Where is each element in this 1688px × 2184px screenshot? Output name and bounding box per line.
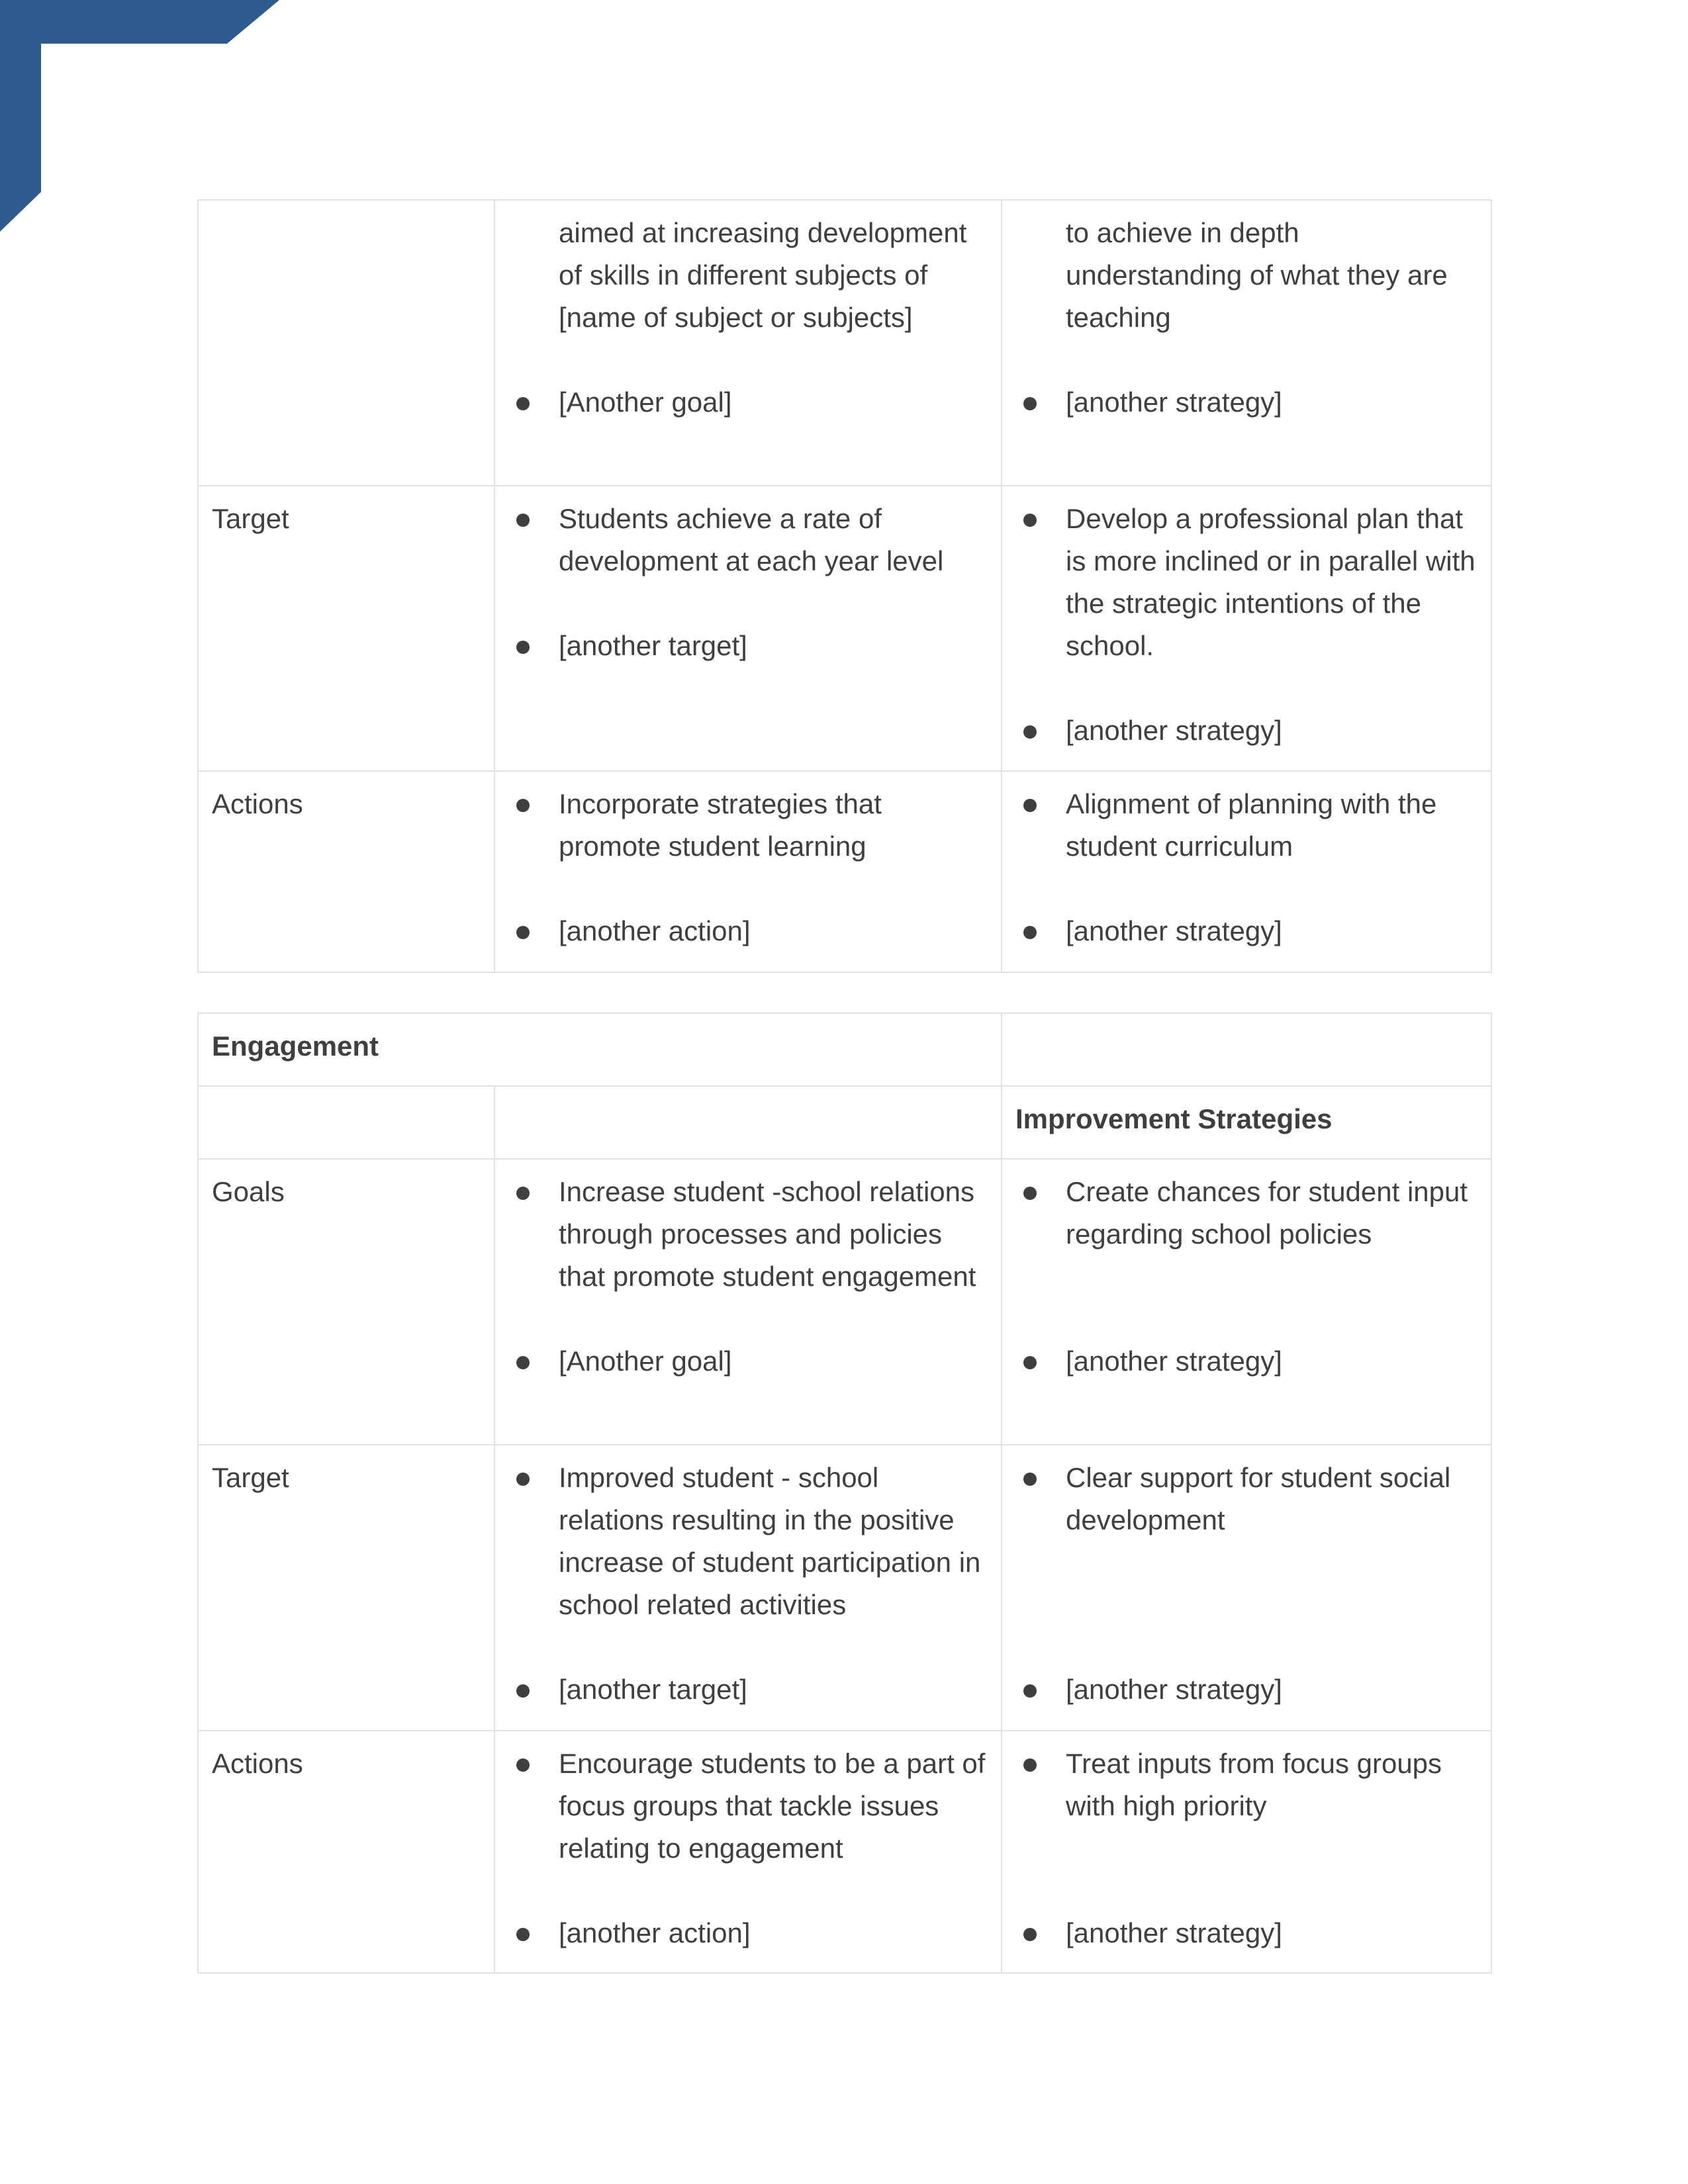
bullet-icon xyxy=(516,799,530,812)
bullet-icon xyxy=(516,1928,530,1941)
corner-decoration xyxy=(0,0,285,232)
bullet-icon xyxy=(516,1356,530,1369)
list-item: [another strategy] xyxy=(1015,1668,1477,1711)
list-item: Students achieve a rate of development at each year level xyxy=(508,498,988,582)
list-item: Treat inputs from focus groups with high priority xyxy=(1015,1743,1477,1827)
bullet-icon xyxy=(1023,799,1037,812)
table-row xyxy=(198,771,1491,972)
list-item: [another strategy] xyxy=(1015,1340,1477,1383)
learning-table-continued xyxy=(197,199,1492,973)
bullet-icon xyxy=(516,1187,530,1200)
table-row xyxy=(198,1731,1491,1973)
strategies-header: Improvement Strategies xyxy=(1015,1103,1333,1134)
list-item: Create chances for student input regarding school policies xyxy=(1015,1171,1477,1255)
bullet-icon xyxy=(516,1473,530,1486)
bullet-icon xyxy=(1023,1356,1037,1369)
bullet-icon xyxy=(1023,725,1037,739)
bullet-icon xyxy=(516,926,530,939)
bullet-icon xyxy=(1023,397,1037,410)
bullet-icon xyxy=(1023,514,1037,527)
list-item: [another action] xyxy=(508,1912,988,1954)
row-label: Target xyxy=(198,486,494,771)
list-item: Increase student -school relations through processes and policies that promote student engagement xyxy=(508,1171,988,1298)
list-item: Encourage students to be a part of focus groups that tackle issues relating to engagement xyxy=(508,1743,988,1870)
strategy-continued-text: to achieve in depth understanding of what they are teaching xyxy=(1066,217,1448,333)
list-item: [another strategy] xyxy=(1015,910,1477,952)
bullet-icon xyxy=(516,1758,530,1772)
row-label xyxy=(198,200,494,486)
list-item: [Another goal] xyxy=(508,1340,988,1383)
row-label: Goals xyxy=(198,1159,494,1445)
table-row xyxy=(198,1159,1491,1445)
bullet-icon xyxy=(516,397,530,410)
list-item: Improved student - school relations resulting in the positive increase of student participation in school related activities xyxy=(508,1457,988,1626)
bullet-icon xyxy=(1023,1473,1037,1486)
list-item: [another strategy] xyxy=(1015,381,1477,424)
bullet-icon xyxy=(1023,1928,1037,1941)
table-row xyxy=(198,200,1491,486)
list-item: [another strategy] xyxy=(1015,1912,1477,1954)
row-label: Target xyxy=(198,1445,494,1731)
section-title: Engagement xyxy=(212,1030,379,1062)
goal-continued-text: aimed at increasing development of skills in different subjects of [name of subject or subjects] xyxy=(559,217,967,333)
bullet-icon xyxy=(1023,1758,1037,1772)
row-label: Actions xyxy=(198,1731,494,1973)
engagement-table xyxy=(197,1013,1492,1974)
row-label: Actions xyxy=(198,771,494,972)
bullet-icon xyxy=(516,641,530,654)
list-item: [Another goal] xyxy=(508,381,988,424)
table-row xyxy=(198,1445,1491,1731)
list-item: [another target] xyxy=(508,1668,988,1711)
list-item: Develop a professional plan that is more inclined or in parallel with the strategic intentions of the school. xyxy=(1015,498,1477,667)
list-item: [another strategy] xyxy=(1015,709,1477,752)
list-item: Incorporate strategies that promote student learning xyxy=(508,783,988,868)
table-row xyxy=(198,1086,1491,1159)
bullet-icon xyxy=(1023,1684,1037,1698)
table-row xyxy=(198,1013,1491,1086)
list-item: [another target] xyxy=(508,625,988,667)
bullet-icon xyxy=(1023,1187,1037,1200)
list-item: Clear support for student social development xyxy=(1015,1457,1477,1541)
bullet-icon xyxy=(516,514,530,527)
bullet-icon xyxy=(1023,926,1037,939)
table-row xyxy=(198,486,1491,771)
bullet-icon xyxy=(516,1684,530,1698)
list-item: [another action] xyxy=(508,910,988,952)
list-item: Alignment of planning with the student curriculum xyxy=(1015,783,1477,868)
